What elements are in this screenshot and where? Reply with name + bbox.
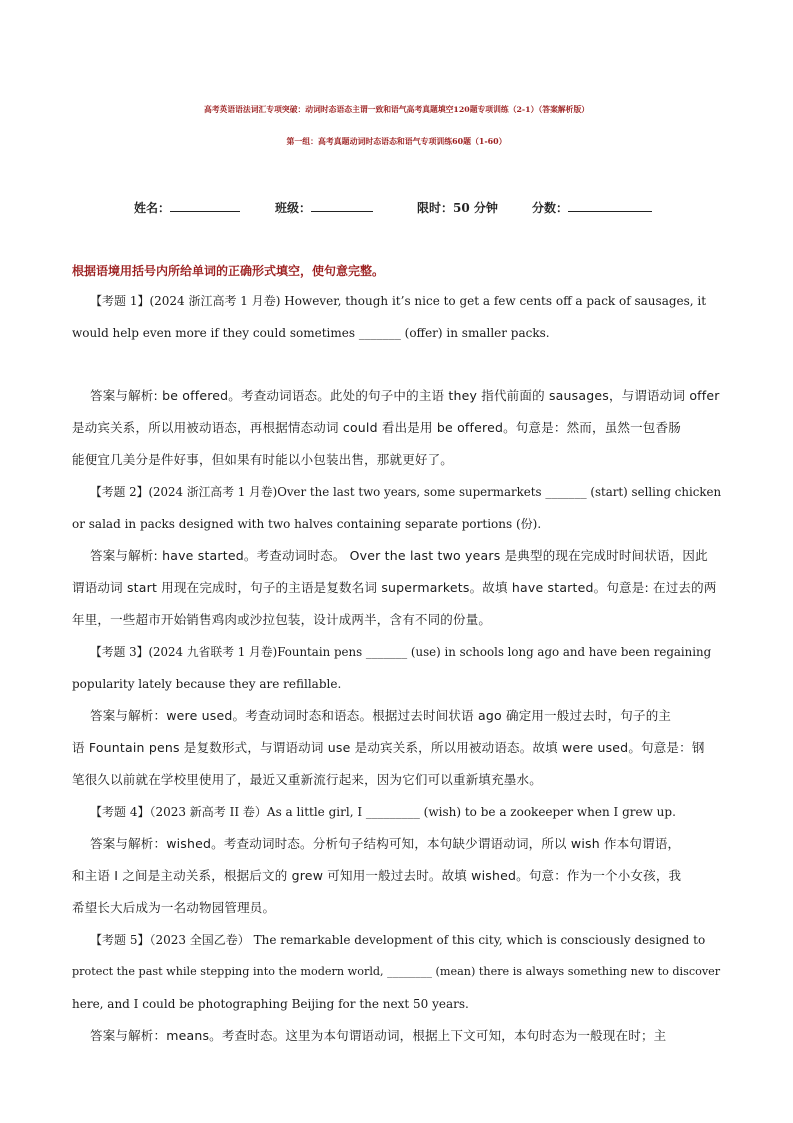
instruction: 根据语境用括号内所给单词的正确形式填空，使句意完整。 [72, 264, 385, 278]
answer-2-line-3: 年里，一些超市开始销售鸡肉或沙拉包装，设计成两半，含有不同的份量。 [72, 612, 492, 627]
answer-3-line-3: 笔很久以前就在学校里使用了，最近又重新流行起来，因为它们可以重新填充墨水。 [72, 772, 542, 787]
score-blank [568, 199, 652, 212]
class-blank [311, 199, 373, 212]
name-field [134, 199, 240, 216]
question-1-line-2: would help even more if they could sometimes _______ (offer) in smaller packs. [72, 326, 550, 340]
class-field [275, 199, 373, 216]
answer-1-line-2: 是动宾关系，所以用被动语态，再根据情态动词 could 看出是用 be offered。句意是：然而，虽然一包香肠 [72, 420, 681, 435]
document-title: 高考英语语法词汇专项突破：动词时态语态主谓一致和语气高考真题填空120题专项训练（2-1）（答案解析版） [203, 105, 590, 114]
name-blank [170, 199, 240, 212]
question-5-line-2: protect the past while stepping into the modern world, ________ (mean) there is always something new to discover [72, 965, 721, 978]
question-4-line-1: 【考题 4】（2023 新高考 II 卷）As a little girl, I _________ (wish) to be a zookeeper when I grew up. [90, 805, 676, 819]
score-field [532, 199, 652, 216]
section-subtitle: 第一组：高考真题动词时态语态和语气专项训练60题（1-60） [286, 137, 507, 146]
name-label: 姓名： [134, 201, 171, 215]
answer-2-line-2: 谓语动词 start 用现在完成时，句子的主语是复数名词 supermarkets。故填 have started。句意是: 在过去的两 [72, 580, 717, 595]
answer-4-line-1: 答案与解析：wished。考查动词时态。分析句子结构可知，本句缺少谓语动词，所以 wish 作本句谓语， [90, 836, 681, 851]
question-3-line-1: 【考题 3】(2024 九省联考 1 月卷)Fountain pens _______ (use) in schools long ago and have been regaining [90, 645, 712, 659]
answer-3-line-2: 语 Fountain pens 是复数形式，与谓语动词 use 是动宾关系，所以用被动语态。故填 were used。句意是：钢 [72, 740, 705, 755]
answer-3-line-1: 答案与解析：were used。考查动词时态和语态。根据过去时间状语 ago 确定用一般过去时，句子的主 [90, 708, 672, 723]
question-1-line-1: 【考题 1】(2024 浙江高考 1 月卷) However, though it’s nice to get a few cents off a pack of sausages, it [90, 294, 707, 308]
question-5-line-1: 【考题 5】（2023 全国乙卷） The remarkable development of this city, which is consciously designed to [90, 933, 706, 947]
answer-1-line-3: 能便宜几美分是件好事，但如果有时能以小包装出售，那就更好了。 [72, 452, 454, 467]
question-2-line-1: 【考题 2】(2024 浙江高考 1 月卷)Over the last two years, some supermarkets _______ (start) selling chicken [90, 485, 722, 499]
answer-4-line-2: 和主语 I 之间是主动关系，根据后文的 grew 可知用一般过去时。故填 wished。句意：作为一个小女孩，我 [72, 868, 682, 883]
question-2-line-2: or salad in packs designed with two halves containing separate portions (份). [72, 517, 542, 531]
question-5-line-3: here, and I could be photographing Beijing for the next 50 years. [72, 997, 469, 1011]
score-label: 分数： [532, 201, 569, 215]
time-limit: 限时：50 分钟 [417, 201, 498, 215]
class-label: 班级： [275, 201, 312, 215]
answer-5-line-1: 答案与解析：means。考查时态。这里为本句谓语动词，根据上下文可知，本句时态为一般现在时；主 [90, 1028, 667, 1043]
answer-2-line-1: 答案与解析: have started。考查动词时态。 Over the last two years 是典型的现在完成时时间状语，因此 [90, 548, 708, 563]
question-3-line-2: popularity lately because they are refillable. [72, 677, 342, 691]
answer-4-line-3: 希望长大后成为一名动物园管理员。 [72, 900, 276, 915]
answer-1-line-1: 答案与解析: be offered。考查动词语态。此处的句子中的主语 they 指代前面的 sausages，与谓语动词 offer [90, 388, 720, 403]
